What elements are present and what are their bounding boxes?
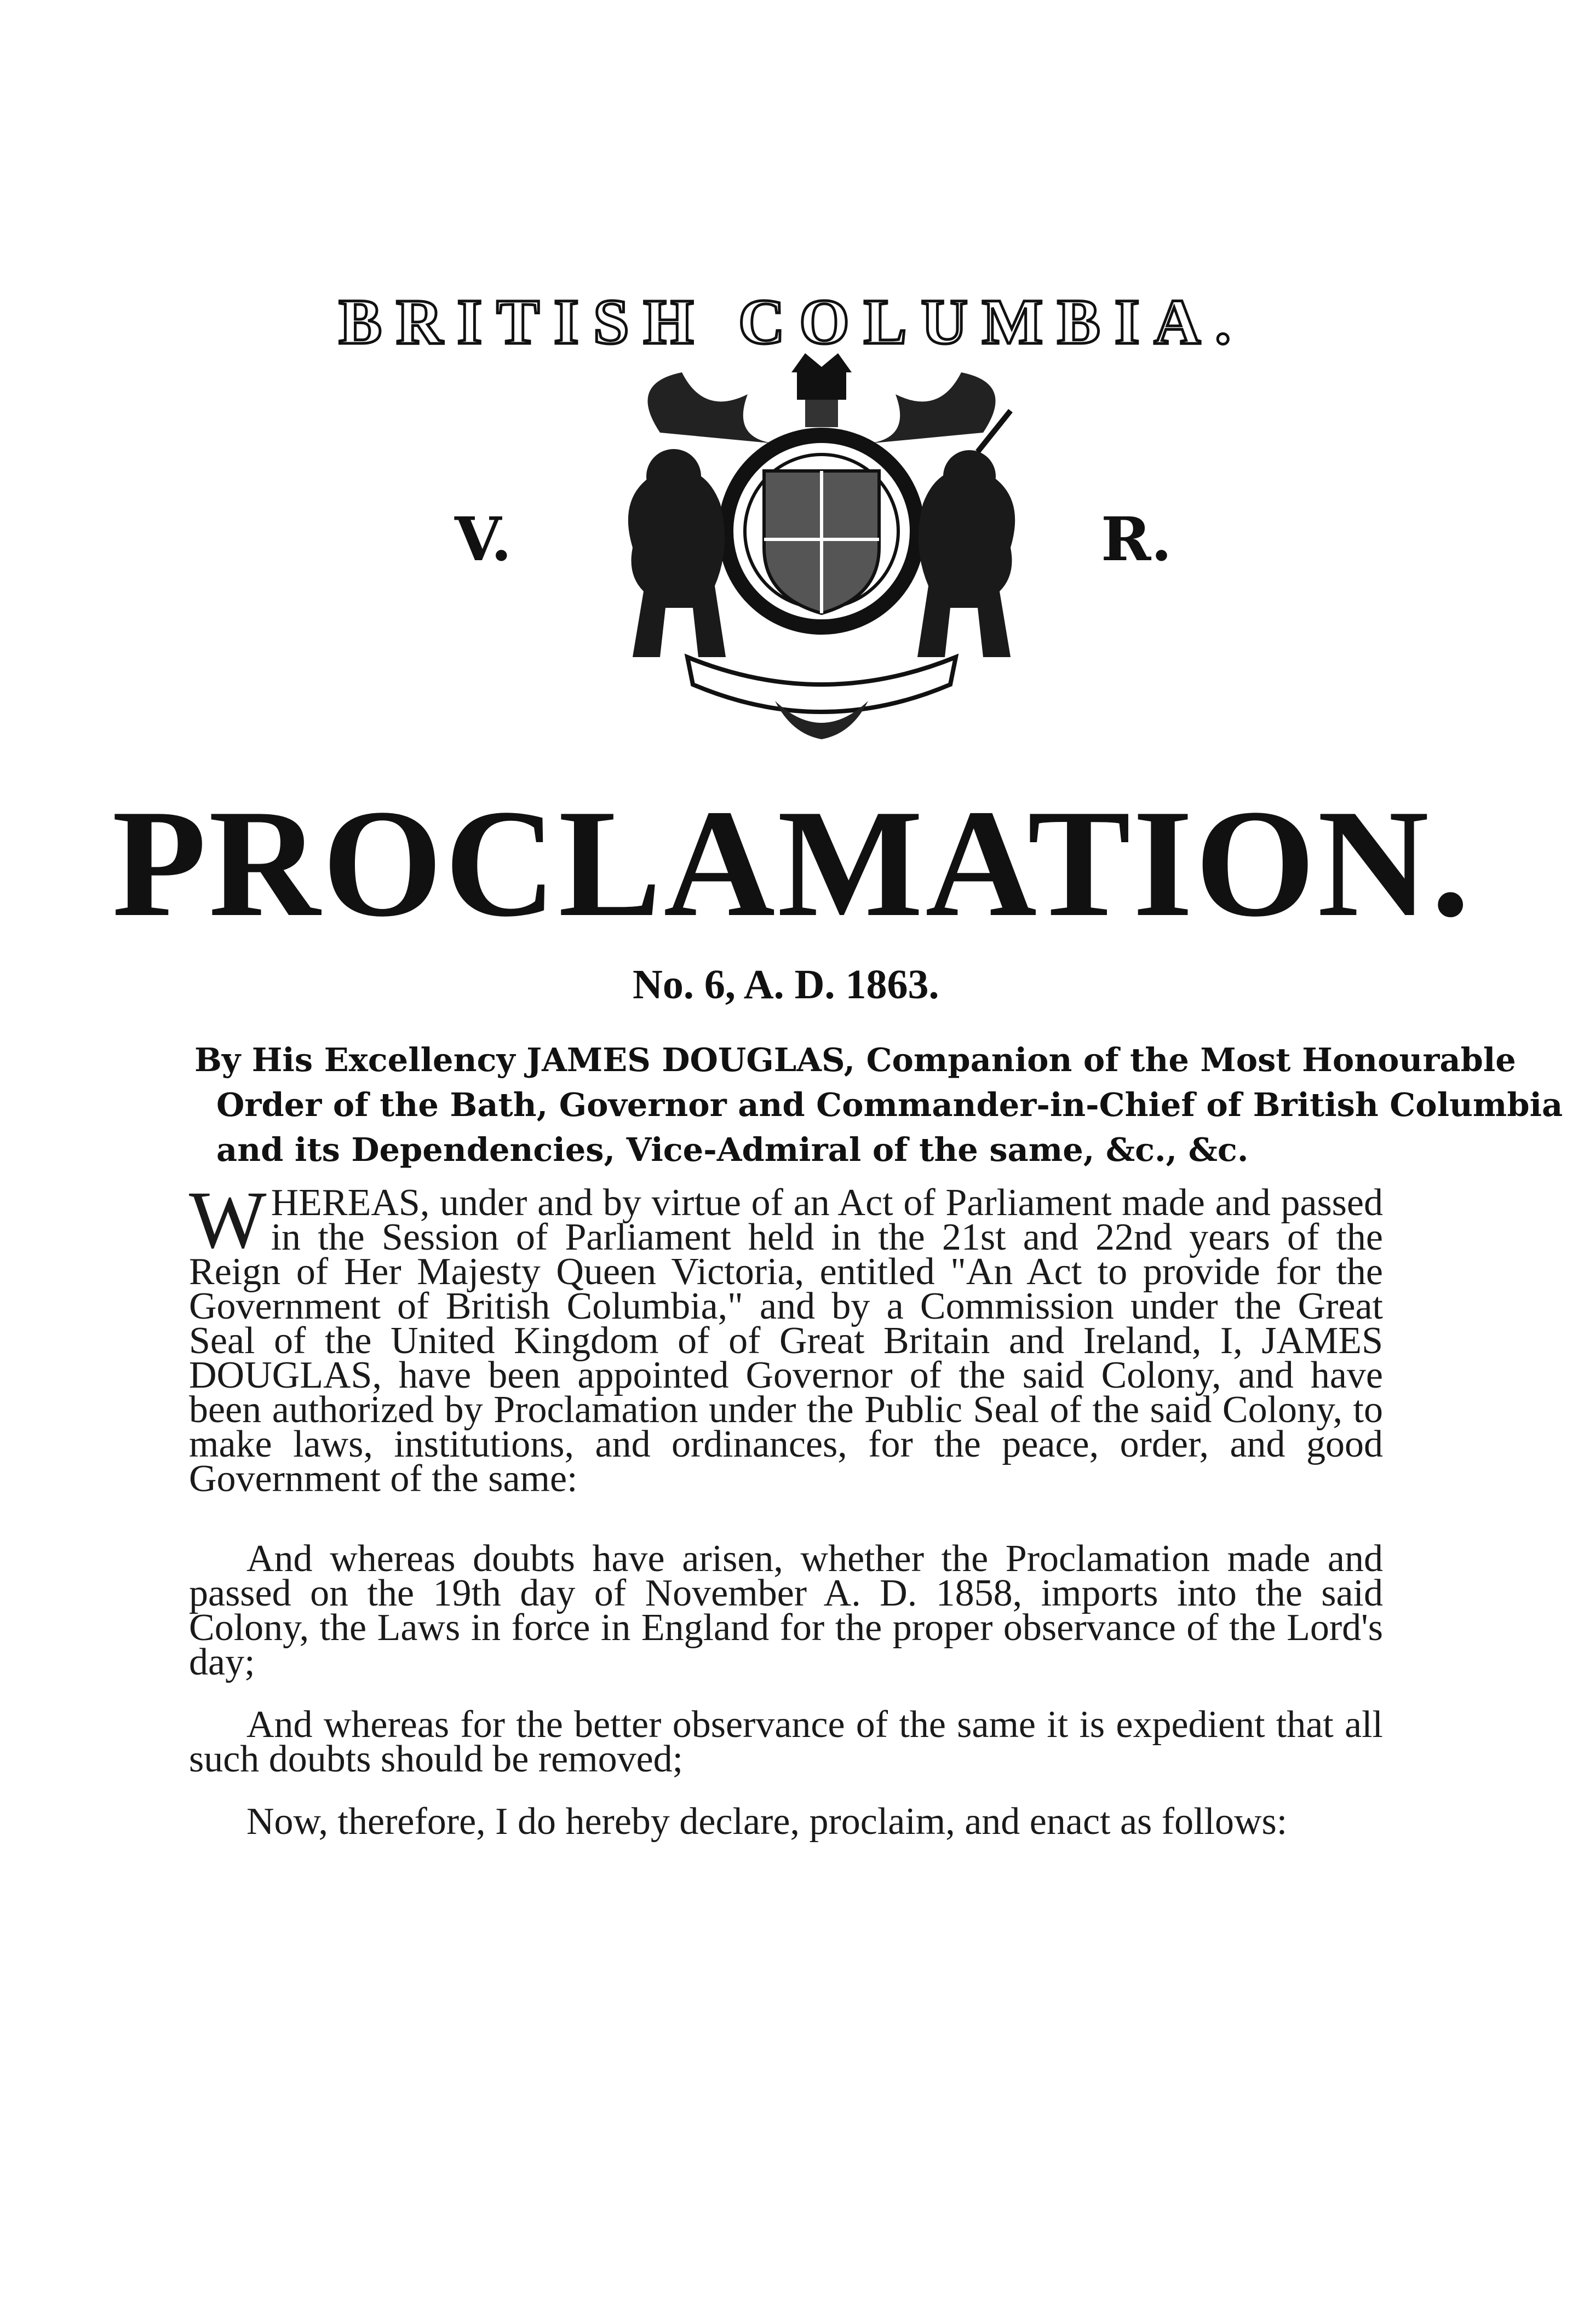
proclamation-number: No. 6, A. D. 1863. <box>633 962 939 1008</box>
colony-heading: BRITISH COLUMBIA. <box>338 286 1246 358</box>
royal-coat-of-arms-icon <box>594 350 1049 750</box>
governor-line-1: By His Excellency JAMES DOUGLAS, Companion of the Most Honourable <box>194 1041 1516 1079</box>
royal-monogram-v: V. <box>455 504 512 574</box>
governor-line-2: Order of the Bath, Governor and Commander-in-Chief of British Columbia <box>216 1086 1563 1124</box>
governor-line-3: and its Dependencies, Vice-Admiral of the same, &c., &c. <box>216 1131 1249 1169</box>
enactment-paragraph: Now, therefore, I do hereby declare, proclaim, and enact as follows: <box>246 1800 1288 1843</box>
governor-title-block <box>194 1038 1563 1172</box>
whereas-paragraph-1 <box>189 1175 1383 1500</box>
proclamation-title: PROCLAMATION. <box>112 778 1472 948</box>
whereas-paragraph-2: And whereas doubts have arisen, whether the Proclamation made and passed on the 19th day of November A. D. 1858, imports into the said Colony, the Laws in force in England for the proper observance of the Lord's day; <box>189 1538 1383 1683</box>
royal-monogram-r: R. <box>1101 504 1172 574</box>
paragraph-1-text: HEREAS, under and by virtue of an Act of Parliament made and passed in the Session of Parliament held in the 21st and 22nd years of the Reign of Her Majesty Queen Victoria, entitled "An Act to provide for the Government of British Columbia," and by a Commission under the Great Seal of the United Kingdom of of Great Britain and Ireland, I, JAMES DOUGLAS, have been appointed Governor of the said Colony, and have been authorized by Proclamation under the Public Seal of the said Colony, to make laws, institutions, and ordinances, for the peace, order, and good Government of the same: <box>189 1182 1383 1500</box>
drop-cap: W <box>189 1175 267 1265</box>
whereas-paragraph-3: And whereas for the better observance of the same it is expedient that all such doubts should be removed; <box>189 1704 1383 1780</box>
